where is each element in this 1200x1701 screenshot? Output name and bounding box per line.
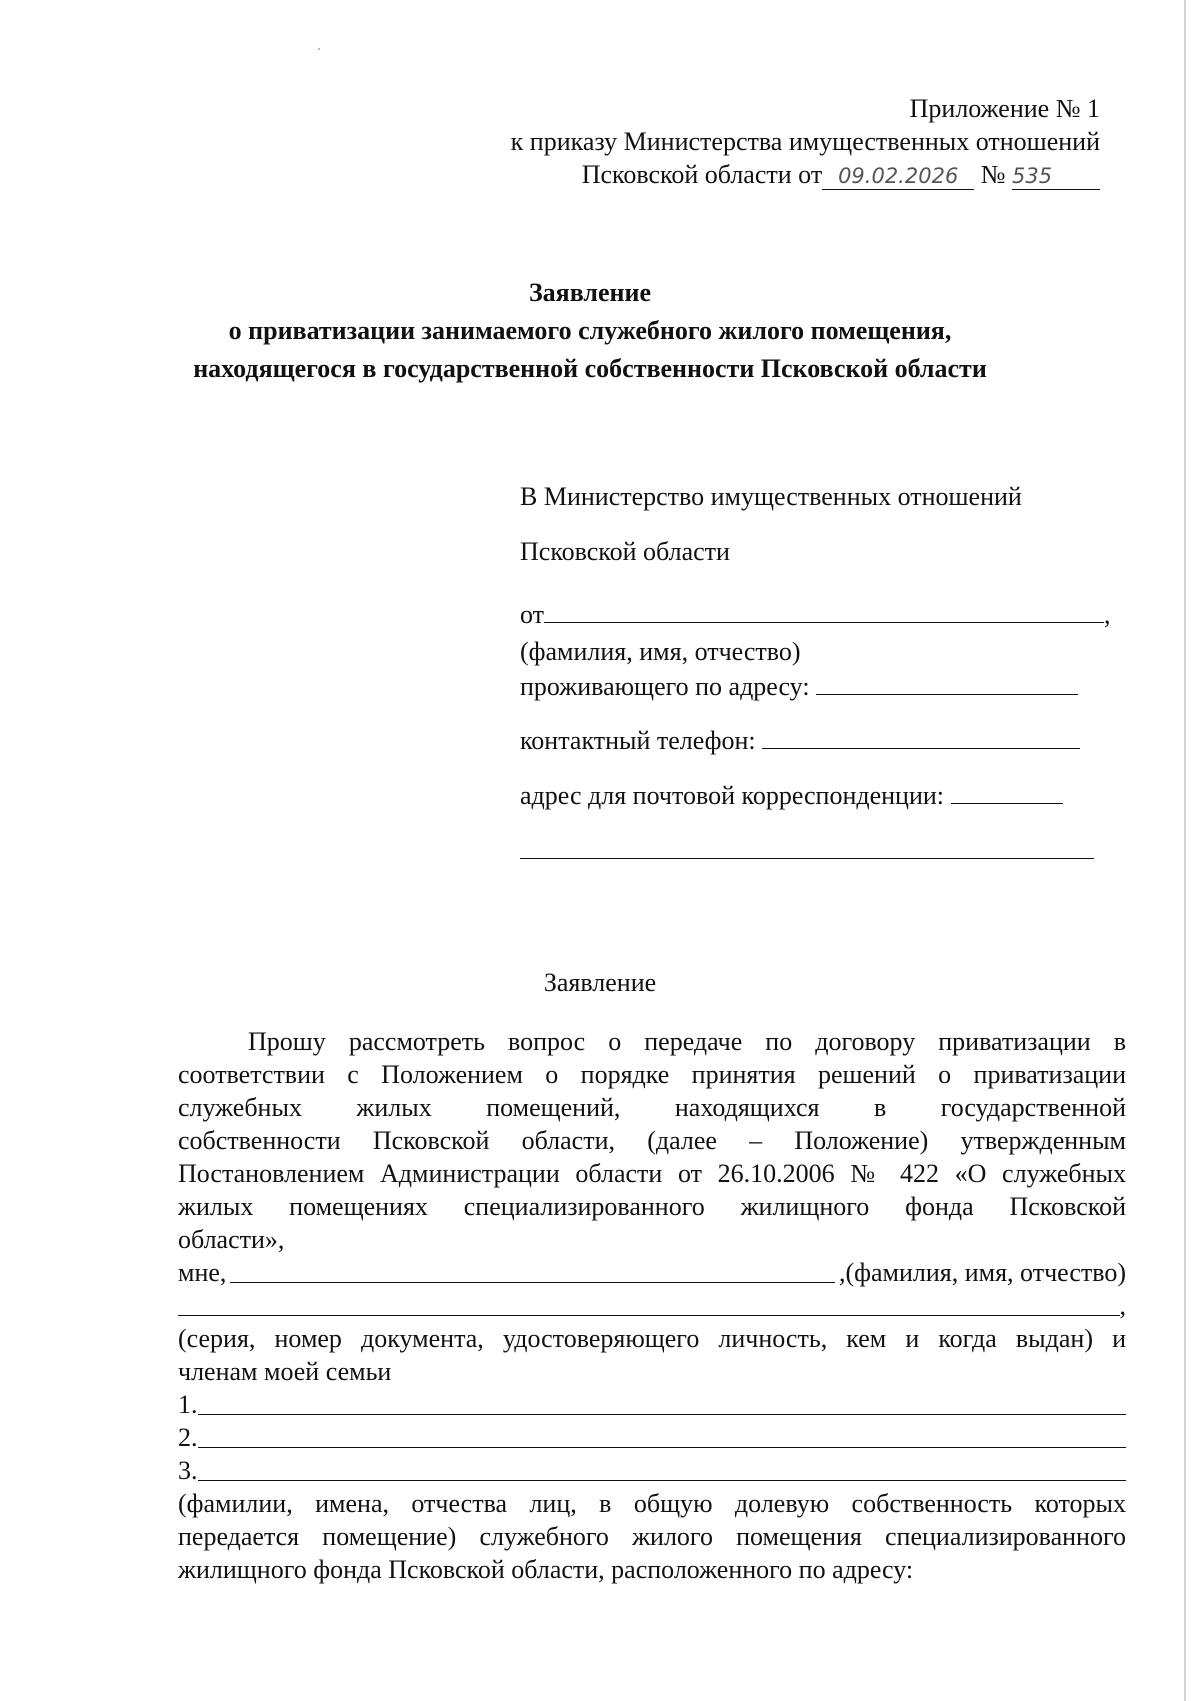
order-date-handwritten: 09.02.2026 [838, 164, 959, 188]
family-member-field-2[interactable] [198, 1423, 1127, 1448]
statement-tail-line-3: жилищного фонда Псковской области, расположенного по адресу: [178, 1555, 914, 1584]
postal-row [520, 781, 1125, 811]
identity-document-comma: , [1119, 1291, 1126, 1320]
statement-tail-line-2: передается помещение) служебного жилого помещения специализированного [178, 1522, 1126, 1551]
annex-line-3 [511, 158, 1100, 191]
residence-row [520, 672, 1125, 702]
title-line-3: находящегося в государственной собственности Псковской области [193, 354, 987, 383]
postal-label: адрес для почтовой корреспонденции: [520, 781, 945, 810]
identity-document-hint: (серия, номер документа, удостоверяющего личность, кем и когда выдан) и [178, 1324, 1126, 1353]
family-member-row-3 [178, 1454, 1126, 1487]
title-line-2: о приватизации занимаемого служебного жилого помещения, [228, 316, 952, 345]
from-label: от [520, 600, 545, 629]
statement-line-6: жилых помещениях специализированного жилищного фонда Псковской [178, 1192, 1126, 1221]
document-title [150, 274, 1030, 388]
addressee-line-1: В Министерство имущественных отношений [520, 482, 1022, 511]
annex-line-2: к приказу Министерства имущественных отношений [510, 127, 1100, 156]
phone-field[interactable] [762, 726, 1080, 749]
order-number-label: № [980, 160, 1006, 189]
applicant-name-row [178, 1256, 1126, 1289]
statement-line-5: Постановлением Администрации области от 26.10.2006 № 422 «О служебных [178, 1159, 1126, 1188]
family-member-row-2 [178, 1421, 1126, 1454]
annex-line-3-prefix: Псковской области от [581, 160, 823, 189]
annex-line-1: Приложение № 1 [909, 94, 1100, 123]
statement-line-3: служебных жилых помещений, находящихся в государственной [178, 1093, 1126, 1122]
identity-document-row [178, 1289, 1126, 1322]
statement-line-7: области», [178, 1225, 285, 1254]
family-member-number-1: 1. [178, 1390, 198, 1419]
phone-label: контактный телефон: [520, 726, 756, 755]
addressee-line-2: Псковской области [520, 537, 730, 566]
family-member-field-1[interactable] [198, 1390, 1127, 1415]
title-line-1: Заявление [528, 278, 652, 307]
family-member-row-1 [178, 1388, 1126, 1421]
applicant-name-field[interactable] [230, 1258, 835, 1283]
identity-document-field[interactable] [178, 1291, 1120, 1316]
postal-address-field-2[interactable] [520, 836, 1094, 859]
family-member-field-3[interactable] [198, 1456, 1127, 1481]
phone-row [520, 726, 1125, 756]
order-number-handwritten: 535 [1012, 164, 1053, 188]
scan-edge-shadow [1184, 0, 1186, 1701]
residence-label: проживающего по адресу: [520, 672, 810, 701]
postal-row-2 [520, 836, 1125, 866]
fio-hint: (фамилия, имя, отчество) [520, 637, 801, 666]
statement-heading: Заявление [543, 968, 657, 997]
family-member-number-3: 3. [178, 1456, 198, 1485]
residence-address-field[interactable] [816, 672, 1078, 695]
from-name-field[interactable] [544, 600, 1104, 623]
from-row [520, 600, 1125, 630]
family-members-label: членам моей семьи [178, 1357, 392, 1386]
statement-line-2: соответствии с Положением о порядке принятия решений о приватизации [178, 1060, 1126, 1089]
annex-header [511, 92, 1100, 191]
scan-speck [318, 48, 320, 50]
statement-line-4: собственности Псковской области, (далее – Положение) утвержденным [178, 1126, 1126, 1155]
from-comma: , [1104, 600, 1111, 629]
postal-address-field[interactable] [951, 781, 1063, 804]
applicant-name-hint: ,(фамилия, имя, отчество) [838, 1258, 1126, 1287]
me-label: мне, [178, 1258, 227, 1287]
order-date-field [822, 162, 974, 190]
order-number-field [1012, 162, 1100, 190]
statement-body [178, 1025, 1126, 1586]
family-member-number-2: 2. [178, 1423, 198, 1452]
statement-tail-line-1: (фамилии, имена, отчества лиц, в общую долевую собственность которых [178, 1489, 1126, 1518]
statement-line-1: Прошу рассмотреть вопрос о передаче по договору приватизации в [248, 1027, 1126, 1056]
